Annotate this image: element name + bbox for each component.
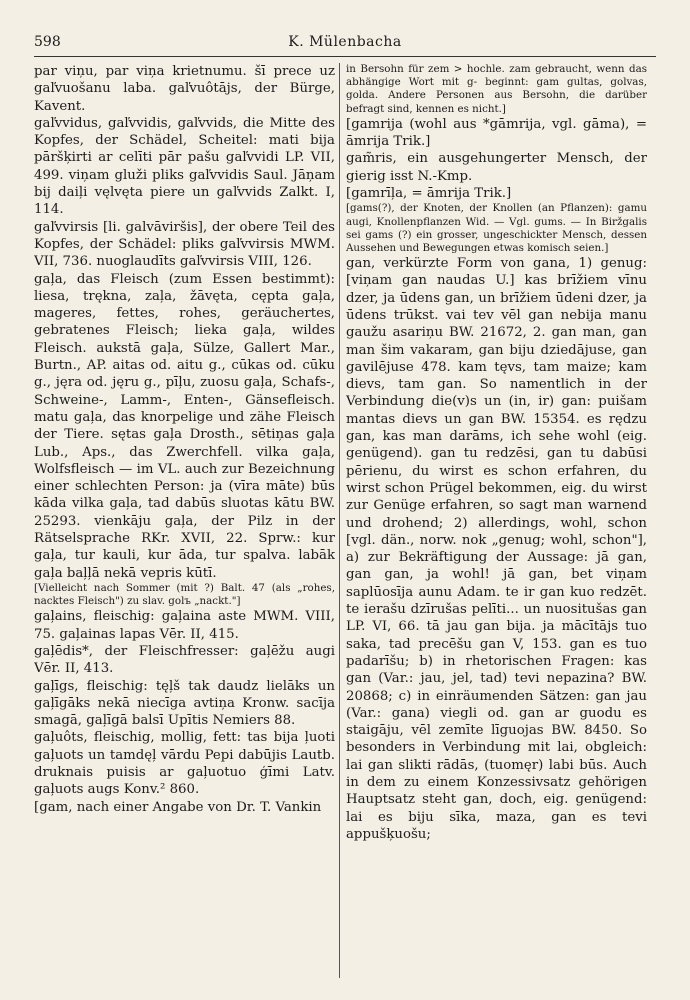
dictionary-entry: gaļains, fleischig: gaļaina aste MWM. VIII, 75. gaļainas lapas Vēr. II, 415. bbox=[34, 609, 335, 642]
dictionary-entry: gaľvvirsis [li. galvāviršis], der obere Teil des Kopfes, der Schädel: pliks gaľvvirsis MWM. VII, 736. nuoglaudīts gaľvvirsis VIII, 126. bbox=[34, 219, 335, 270]
dictionary-entry: [Vielleicht nach Sommer (mit ?) Balt. 47 (als „rohes, nacktes Fleisch") zu slav. golъ „nackt."] bbox=[34, 581, 335, 608]
right-column bbox=[346, 63, 647, 982]
dictionary-entry: gan, verkürzte Form von gana, 1) genug: [viņam gan naudas U.] kas brīžiem vīnu dzer, ja ūdens gan, un brīžiem ūdeni dzer, ja ūdens trūkst. vai tev vēl gan nebija manu gaužu asariņu BW. 21672, 2. gan man, gan man šim vakaram, gan biju dziedājuse, gan gavilējuse 478. kam tęvs, tam maize; kam dievs, tam gan. So namentlich in der Verbindung die(v)s un (in, ir) gan: puišam mantas dievs un gan BW. 15354. es rędzu gan, kas man darāms, ich sehe wohl (eig. genügend). gan tu redzēsi, gan tu dabūsi pērienu, du wirst es schon erfahren, du wirst schon Prügel bekommen, eig. du wirst zur Genüge erfahren, so sagt man warnend und drohend; 2) allerdings, wohl, schon [vgl. dän., norw. nok „genug; wohl, schon"], a) zur Bekräftigung der Aussage: jā gan, gan gan, ja wohl! jā gan, bet viņam saplūosīja aunu Adam. te ir gan kuo redzēt. te ierašu dzīrušas pelīti... un nuositušas gan LP. VI, 66. tā jau gan bija. ja mācītājs tuo saka, tad precēšu gan V, 153. gan es tuo padarīšu; b) in rhetorischen Fragen: kas gan (Var.: jau, jel, tad) tevi nepazina? BW. 20868; c) in einräumenden Sätzen: gan jau (Var.: gana) viegli od. gan ar guodu es staigāju, vēl zemīte līguojas BW. 8450. So besonders in Verbindung mit lai, obgleich: lai gan slikti rādās, (tuomęr) labi būs. Auch in dem zu einem Konzessivsatz gehörigen Hauptsatz steht gan, doch, eig. genügend: lai es biju sīka, maza, gan es tevi appušķuošu; bbox=[346, 256, 647, 842]
page-header bbox=[34, 34, 656, 54]
dictionary-entry: [gamrīļa, = āmrija Trik.] bbox=[346, 186, 512, 201]
dictionary-entry: [gamrija (wohl aus *gāmrija, vgl. gāma), = āmrija Trik.] bbox=[346, 116, 647, 150]
dictionary-entry: gaļīgs, fleischig: tęļš tak daudz lielāks un gaļīgāks nekā niecīga avtiņa Kronw. sacīja smagā, gaļīgā balsī Upītis Nemiers 88. bbox=[34, 678, 335, 729]
dictionary-entry: [gam, nach einer Angabe von Dr. T. Vankin bbox=[34, 799, 322, 815]
dictionary-entry: gaļuôts, fleischig, mollig, fett: tas bija ļuoti gaļuots un tamdęļ vārdu Pepi dabūjis Lautb. druknais puisis ar gaļuotuo ģīmi Latv. gaļuots augs Konv.² 860. bbox=[34, 730, 335, 798]
dictionary-entry: gaļa, das Fleisch (zum Essen bestimmt): liesa, trękna, zaļa, žāvęta, cępta gaļa, mageres, fettes, rohes, geräuchertes, gebratenes Fleisch; lieka gaļa, wildes Fleisch. aukstā gaļa, Sülze, Gallert Mar., Burtn., AP. aitas od. aitu g., cūkas od. cūku g., jęra od. jęru g., pīļu, zuosu gaļa, Schafs-, Schweine-, Lamm-, Enten-, Gänsefleisch. matu gaļa, das knorpelige und zähe Fleisch der Tiere. sętas gaļa Drosth., sētiņas gaļa Lub., Aps., das Zwerchfell. vilka gaļa, Wolfsfleisch — im VL. auch zur Bezeichnung einer schlechten Person: ja (vīra māte) būs kāda vilka gaļa, tad dabūs sluotas kātu BW. 25293. vienkāju gaļa, der Pilz in der Rätselsprache RKr. XVII, 22. Sprw.: kur gaļa, tur kauli, kur āda, tur spalva. labāk gaļa baļļā nekā vepris kūtī. bbox=[34, 271, 335, 581]
header-rule bbox=[34, 56, 656, 57]
dictionary-entry: gam̃ris, ein ausgehungerter Mensch, der gierig isst N.-Kmp. bbox=[346, 151, 647, 184]
column-divider bbox=[339, 63, 340, 978]
running-title: K. Mülenbacha bbox=[288, 34, 402, 50]
dictionary-entry: [gams(?), der Knoten, der Knollen (an Pflanzen): gamu augi, Knollenpflanzen Wid. — Vgl. gums. — In Biržgalis sei gams (?) ein grosser, ungeschickter Mensch, dessen Aussehen und Bewegungen etwas komisch seien.] bbox=[346, 202, 647, 254]
page-number: 598 bbox=[34, 34, 61, 50]
dictionary-entry: par viņu, par viņa krietnumu. šī prece uz gaľvuošanu laba. gaľvuôtājs, der Bürge, Kavent. bbox=[34, 64, 335, 114]
left-column bbox=[34, 63, 335, 982]
dictionary-entry: in Bersohn für zem > hochle. zam gebraucht, wenn das abhängige Wort mit g- beginnt: gam gultas, golvas, golda. Andere Personen aus Bersohn, die darüber befragt sind, kennen es nicht.] bbox=[346, 63, 647, 115]
dictionary-entry: gaľvvidus, gaľvvidis, gaľvvids, die Mitte des Kopfes, der Schädel, Scheitel: mati bija pāršķirti ar celīti pār pašu gaľvvidi LP. VII, 499. viņam gluži pliks gaľvvidis Saul. Jāņam bij daiļi vęlvęta piere un gaľvvids Zalkt. I, 114. bbox=[34, 115, 335, 218]
dictionary-entry: gaļēdis*, der Fleischfresser: gaļēžu augi Vēr. II, 413. bbox=[34, 643, 335, 677]
